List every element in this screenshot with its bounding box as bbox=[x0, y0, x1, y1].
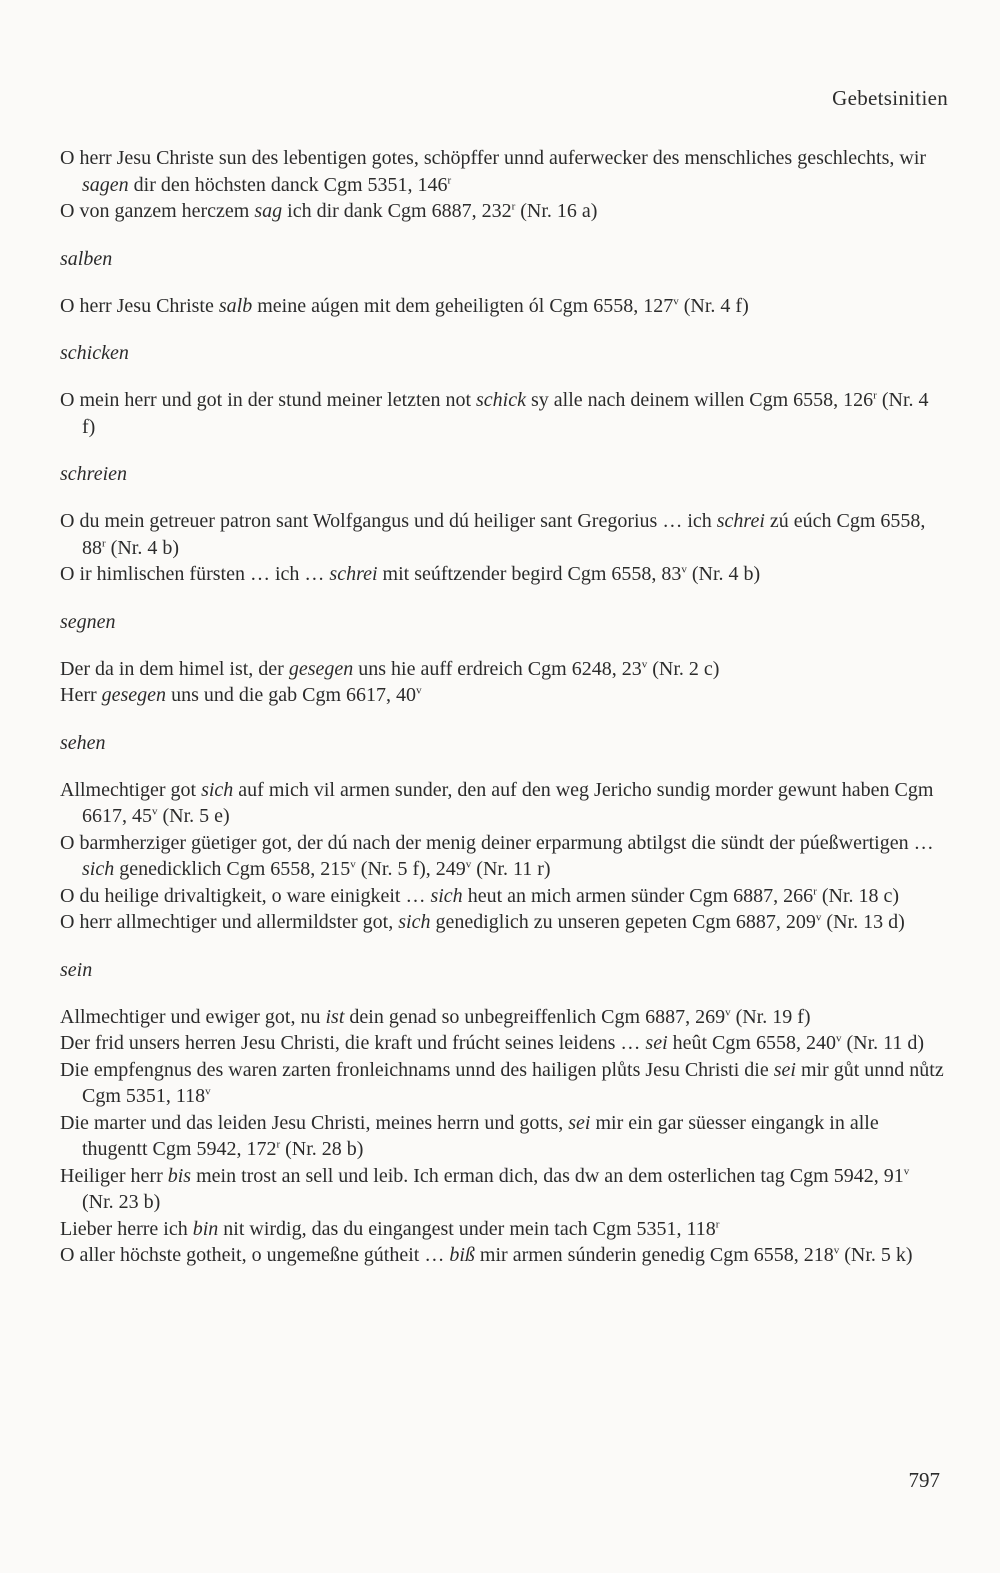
prayer-entry: O ir himlischen fürsten … ich … schrei mit seúftzender begird Cgm 6558, 83$^v$ (Nr. 4 b) bbox=[60, 563, 761, 585]
prayer-entry: Herr gesegen uns und die gab Cgm 6617, 40$^v$ bbox=[60, 684, 422, 706]
prayer-entry: O mein herr und got in der stund meiner letzten not schick sy alle nach deinem willen Cgm 6558, 126$^r$ (Nr. 4 f) bbox=[60, 389, 929, 438]
prayer-entry: Der da in dem himel ist, der gesegen uns hie auff erdreich Cgm 6248, 23$^v$ (Nr. 2 c) bbox=[60, 657, 720, 680]
prayer-entry: Heiliger herr bis mein trost an sell und leib. Ich erman dich, das dw an dem osterlichen tag Cgm 5942, 91$^v$ (Nr. 23 b) bbox=[60, 1164, 910, 1213]
prayer-entry: O herr Jesu Christe sun des lebentigen gotes, schöpffer unnd auferwecker des menschliches geschlechts, wir sagen dir den höchsten danck Cgm 5351, 146$^r$ bbox=[60, 147, 927, 196]
prayer-index bbox=[60, 145, 944, 1269]
prayer-entry: O du mein getreuer patron sant Wolfgangus und dú heiliger sant Gregorius … ich schrei zú eúch Cgm 6558, 88$^r$ (Nr. 4 b) bbox=[60, 510, 926, 559]
running-header: Gebetsinitien bbox=[832, 86, 948, 110]
section-heading: segnen bbox=[60, 610, 116, 633]
prayer-entry: O du heilige drivaltigkeit, o ware einigkeit … sich heut an mich armen sünder Cgm 6887, 266$^r$ (Nr. 18 c) bbox=[60, 884, 900, 907]
prayer-entry: O aller höchste gotheit, o ungemeßne gútheit … biß mir armen súnderin genedig Cgm 6558, 218$^v$ (Nr. 5 k) bbox=[60, 1244, 913, 1266]
prayer-entry: Die empfengnus des waren zarten fronleichnams unnd des hailigen plůts Jesu Christi die sei mir gůt unnd nůtz Cgm 5351, 118$^v$ bbox=[60, 1058, 944, 1107]
prayer-entry: O herr Jesu Christe salb meine aúgen mit dem geheiligten ól Cgm 6558, 127$^v$ (Nr. 4 f) bbox=[60, 294, 749, 317]
prayer-entry: O herr allmechtiger und allermildster got, sich genediglich zu unseren gepeten Cgm 6887, 209$^v$ (Nr. 13 d) bbox=[60, 911, 905, 933]
section-heading: sein bbox=[60, 958, 93, 981]
prayer-entry: Allmechtiger und ewiger got, nu ist dein genad so unbegreiffenlich Cgm 6887, 269$^v$ (Nr. 19 f) bbox=[60, 1005, 811, 1028]
prayer-entry: Der frid unsers herren Jesu Christi, die kraft und frúcht seines leidens … sei heût Cgm 6558, 240$^v$ (Nr. 11 d) bbox=[60, 1032, 925, 1054]
page-number: 797 bbox=[908, 1468, 940, 1492]
prayer-entry: O barmherziger güetiger got, der dú nach der menig deiner erparmung abtilgst die sündt der púeßwertigen … sich genedicklich Cgm 6558, 215$^v$ (Nr. 5 f), 249$^v$ (Nr. 11 r) bbox=[60, 831, 934, 880]
prayer-entry: Die marter und das leiden Jesu Christi, meines herrn und gotts, sei mir ein gar süesser eingangk in alle thugentt Cgm 5942, 172$^r$ (Nr. 28 b) bbox=[60, 1111, 879, 1160]
section-heading: salben bbox=[60, 247, 113, 270]
section-heading: schreien bbox=[60, 463, 128, 485]
prayer-entry: Lieber herre ich bin nit wirdig, das du eingangest under mein tach Cgm 5351, 118$^r$ bbox=[60, 1217, 720, 1240]
prayer-entry: O von ganzem herczem sag ich dir dank Cgm 6887, 232$^r$ (Nr. 16 a) bbox=[60, 200, 598, 222]
prayer-entry: Allmechtiger got sich auf mich vil armen sunder, den auf den weg Jericho sundig morder gewunt haben Cgm 6617, 45$^v$ (Nr. 5 e) bbox=[60, 778, 934, 827]
section-heading: schicken bbox=[60, 342, 129, 364]
section-heading: sehen bbox=[60, 731, 106, 754]
